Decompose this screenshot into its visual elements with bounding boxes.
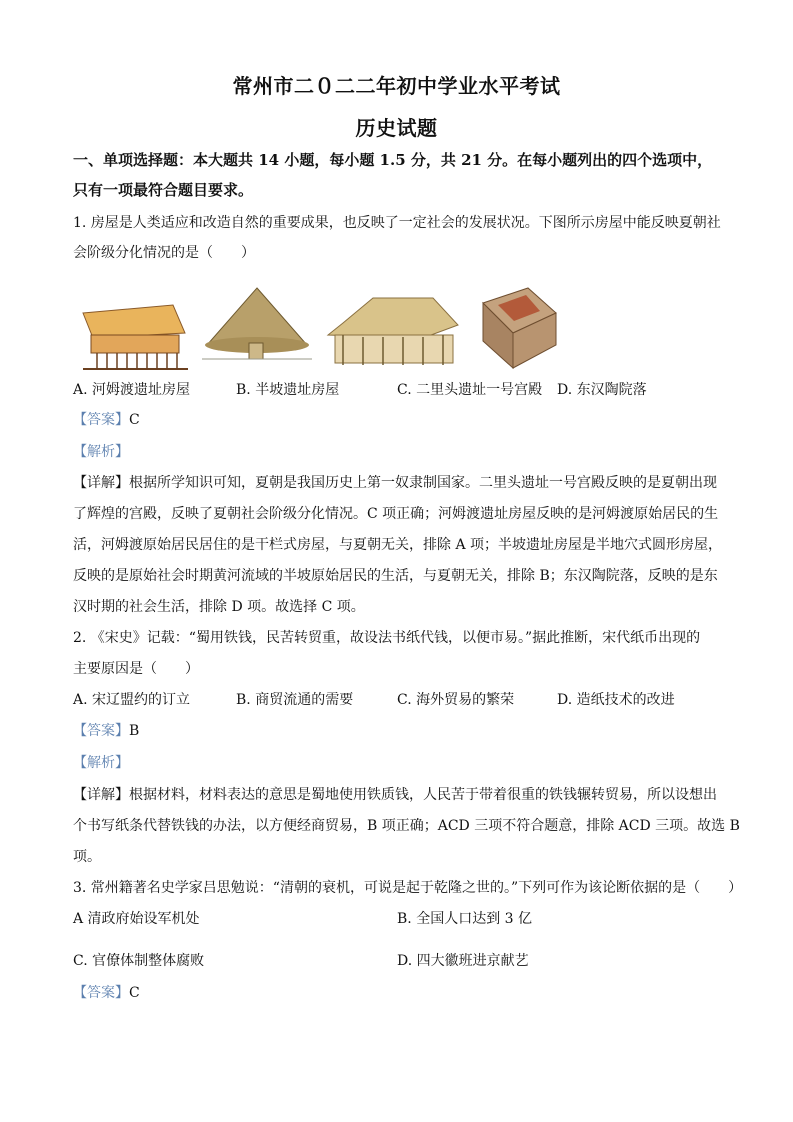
donghan-courtyard-image [468, 283, 560, 373]
question-2-option-d: D. 造纸技术的改进 [557, 692, 675, 708]
question-1-option-d: D. 东汉陶院落 [557, 382, 647, 398]
detail-line: 反映的是原始社会时期黄河流域的半坡原始居民的生活，与夏朝无关，排除 B；东汉陶院落，反映的是东 [73, 568, 718, 584]
question-1-option-c: C. 二里头遗址一号宫殿 [397, 382, 543, 398]
question-3-option-a: A 清政府始设军机处 [73, 911, 200, 927]
question-3-option-b: B. 全国人口达到 3 亿 [397, 911, 532, 927]
hemudu-house-image [73, 283, 193, 373]
detail-tag: 【详解】 [73, 787, 129, 803]
detail-line: 根据材料，材料表达的意思是蜀地使用铁质钱，人民苦于带着很重的铁钱辗转贸易，所以设想出 [129, 787, 717, 803]
question-2-stem: 2. 《宋史》记载：“蜀用铁钱，民苦转贸重，故设法书纸代钱，以便市易。”据此推断，宋代纸币出现的 [73, 630, 701, 646]
erlitou-palace-image [323, 283, 461, 373]
detail-line: 了辉煌的宫殿，反映了夏朝社会阶级分化情况。C 项正确；河姆渡遗址房屋反映的是河姆渡原始居民的生 [73, 506, 719, 522]
question-2-option-b: B. 商贸流通的需要 [236, 692, 354, 708]
question-2-detail [73, 785, 723, 805]
question-2-option-c: C. 海外贸易的繁荣 [397, 692, 515, 708]
question-2-analysis [73, 753, 723, 773]
answer-tag: 【答案】 [73, 985, 129, 1001]
analysis-tag: 【解析】 [73, 755, 129, 771]
detail-line: 项。 [73, 849, 101, 865]
question-1-answer [73, 410, 723, 430]
detail-line: 个书写纸条代替铁钱的办法，以方便经商贸易，B 项正确；ACD 三项不符合题意，排除 ACD 三项。故选 B [73, 818, 740, 834]
question-3-stem: 3. 常州籍著名史学家吕思勉说：“清朝的衰机，可说是起于乾隆之世的。”下列可作为该论断依据的是（ ） [73, 880, 743, 896]
question-1-stem-cont: 会阶级分化情况的是（ ） [73, 245, 255, 261]
question-1-option-b: B. 半坡遗址房屋 [236, 382, 340, 398]
detail-tag: 【详解】 [73, 475, 129, 491]
section-heading-cont: 只有一项最符合题目要求。 [73, 181, 254, 199]
section-heading: 一、单项选择题：本大题共 14 小题，每小题 1.5 分，共 21 分。在每小题列出的四个选项中， [73, 151, 713, 169]
question-1-stem: 1. 房屋是人类适应和改造自然的重要成果，也反映了一定社会的发展状况。下图所示房屋中能反映夏朝社 [73, 215, 721, 231]
question-3-option-c: C. 官僚体制整体腐败 [73, 953, 205, 969]
page-subtitle: 历史试题 [355, 116, 438, 140]
question-1-analysis [73, 442, 723, 462]
page-title: 常州市二０二二年初中学业水平考试 [232, 74, 561, 98]
question-1-option-a: A. 河姆渡遗址房屋 [73, 382, 191, 398]
question-2-option-a: A. 宋辽盟约的订立 [73, 692, 191, 708]
question-2-answer [73, 721, 723, 741]
answer-tag: 【答案】 [73, 723, 129, 739]
detail-line: 根据所学知识可知，夏朝是我国历史上第一奴隶制国家。二里头遗址一号宫殿反映的是夏朝出现 [129, 475, 717, 491]
detail-line: 汉时期的社会生活，排除 D 项。故选择 C 项。 [73, 599, 365, 615]
answer-value: C [129, 985, 140, 1001]
banpo-house-image [197, 283, 317, 373]
question-3-answer [73, 983, 723, 1003]
question-1-detail [73, 473, 723, 493]
question-3-option-d: D. 四大徽班进京献艺 [397, 953, 529, 969]
question-2-stem-cont: 主要原因是（ ） [73, 661, 199, 677]
detail-line: 活，河姆渡原始居民居住的是干栏式房屋，与夏朝无关，排除 A 项；半坡遗址房屋是半地穴式圆形房屋， [73, 537, 723, 553]
answer-tag: 【答案】 [73, 412, 129, 428]
answer-value: C [129, 412, 140, 428]
answer-value: B [129, 723, 140, 739]
analysis-tag: 【解析】 [73, 444, 129, 460]
